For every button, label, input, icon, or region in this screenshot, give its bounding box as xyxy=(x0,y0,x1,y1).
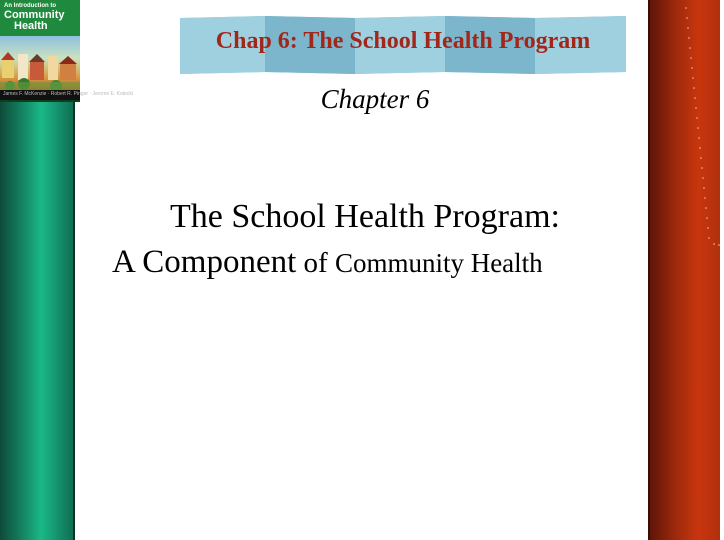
book-cover-title-1: Community xyxy=(4,9,65,21)
town-illustration xyxy=(0,36,80,92)
book-cover-illustration xyxy=(0,36,80,92)
slide-title-line-2 xyxy=(112,244,632,281)
book-cover-subtitle: An Introduction to xyxy=(4,3,56,9)
banner-title: Chap 6: The School Health Program xyxy=(215,28,591,54)
left-bar-edge xyxy=(73,100,75,540)
slide-title-line-1: The School Health Program: xyxy=(170,198,560,235)
book-cover-authors: James F. McKenzie · Robert R. Pinger · Jerome E. Kotecki xyxy=(0,90,80,100)
book-cover-title-2: Health xyxy=(14,20,48,32)
title-part-community-health: Community Health xyxy=(334,248,543,278)
title-part-of: of xyxy=(296,247,335,279)
chapter-heading: Chapter 6 xyxy=(320,84,430,114)
decorative-dot-trail xyxy=(684,6,724,246)
title-part-a-component: A Component xyxy=(112,244,297,280)
right-bar-edge xyxy=(648,0,650,540)
left-decorative-bar xyxy=(0,100,75,540)
book-cover-image xyxy=(0,0,134,102)
